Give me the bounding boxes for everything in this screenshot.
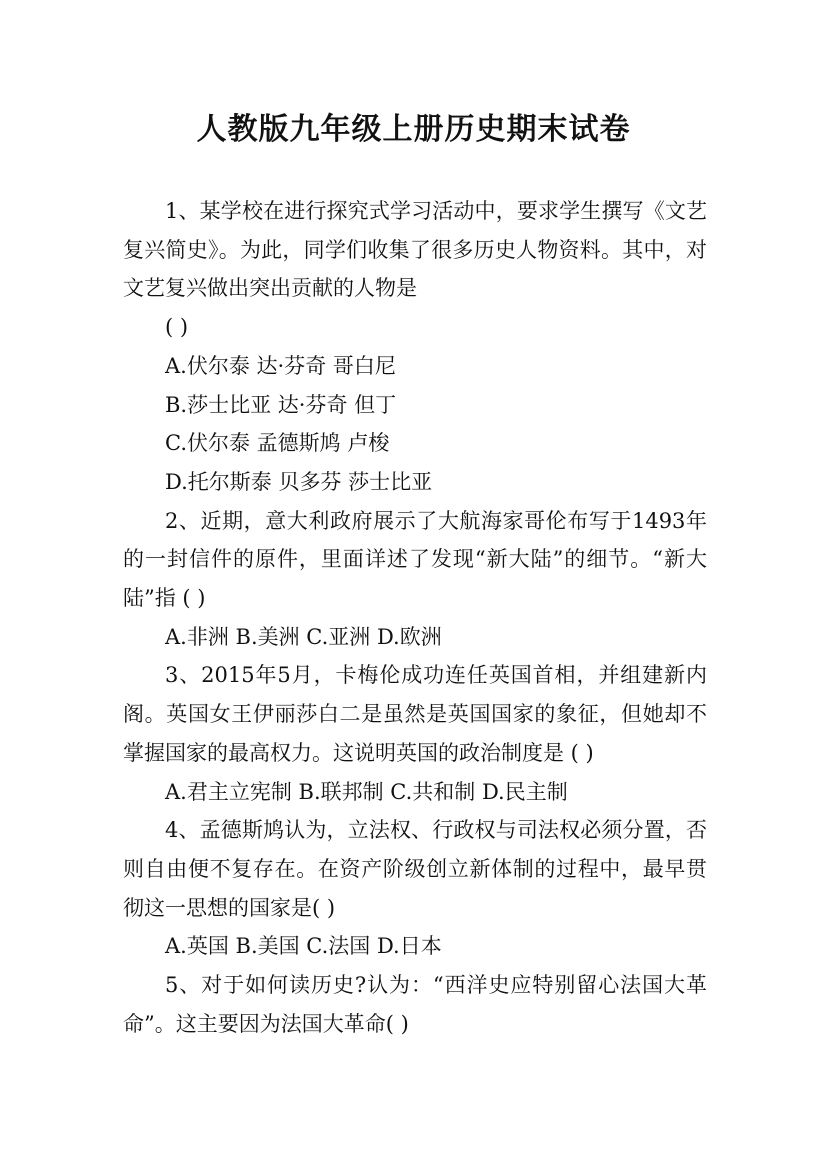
question-stem: 4、孟德斯鸠认为，立法权、行政权与司法权必须分置，否则自由便不复存在。在资产阶级创立新体制的过程中，最早贯彻这一思想的国家是( ) <box>123 818 707 920</box>
question-stem: 5、对于如何读历史?认为：“西洋史应特别留心法国大革命”。这主要因为法国大革命( ) <box>123 973 707 1036</box>
option-c: C.伏尔泰 孟德斯鸠 卢梭 <box>165 431 390 456</box>
question-stem: 2、近期，意大利政府展示了大航海家哥伦布写于1493年的一封信件的原件，里面详述了发现“新大陆”的细节。“新大陆”指 ( ) <box>123 508 707 611</box>
option-d: D.托尔斯泰 贝多芬 莎士比亚 <box>165 469 433 494</box>
options-line: A.君主立宪制 B.联邦制 C.共和制 D.民主制 <box>165 779 568 804</box>
option-a: A.伏尔泰 达·芬奇 哥白尼 <box>165 353 396 378</box>
question-stem: 1、某学校在进行探究式学习活动中，要求学生撰写《文艺复兴简史》。为此，同学们收集了很多历史人物资料。其中，对文艺复兴做出突出贡献的人物是 <box>123 199 707 301</box>
options-line: A.非洲 B.美洲 C.亚洲 D.欧洲 <box>165 624 442 649</box>
question-list <box>123 192 707 1043</box>
question-3 <box>123 656 707 811</box>
document-title: 人教版九年级上册历史期末试卷 <box>196 112 631 147</box>
question-5 <box>123 966 707 1043</box>
options-line: A.英国 B.美国 C.法国 D.日本 <box>165 934 442 959</box>
question-stem: 3、2015年5月，卡梅伦成功连任英国首相，并组建新内阁。英国女王伊丽莎白二是虽然是英国国家的象征，但她却不掌握国家的最高权力。这说明英国的政治制度是 ( ) <box>123 663 707 765</box>
question-4 <box>123 811 707 966</box>
answer-blank: ( ) <box>165 315 189 340</box>
option-b: B.莎士比亚 达·芬奇 但丁 <box>165 392 397 417</box>
question-2 <box>123 502 707 657</box>
question-1 <box>123 192 707 502</box>
